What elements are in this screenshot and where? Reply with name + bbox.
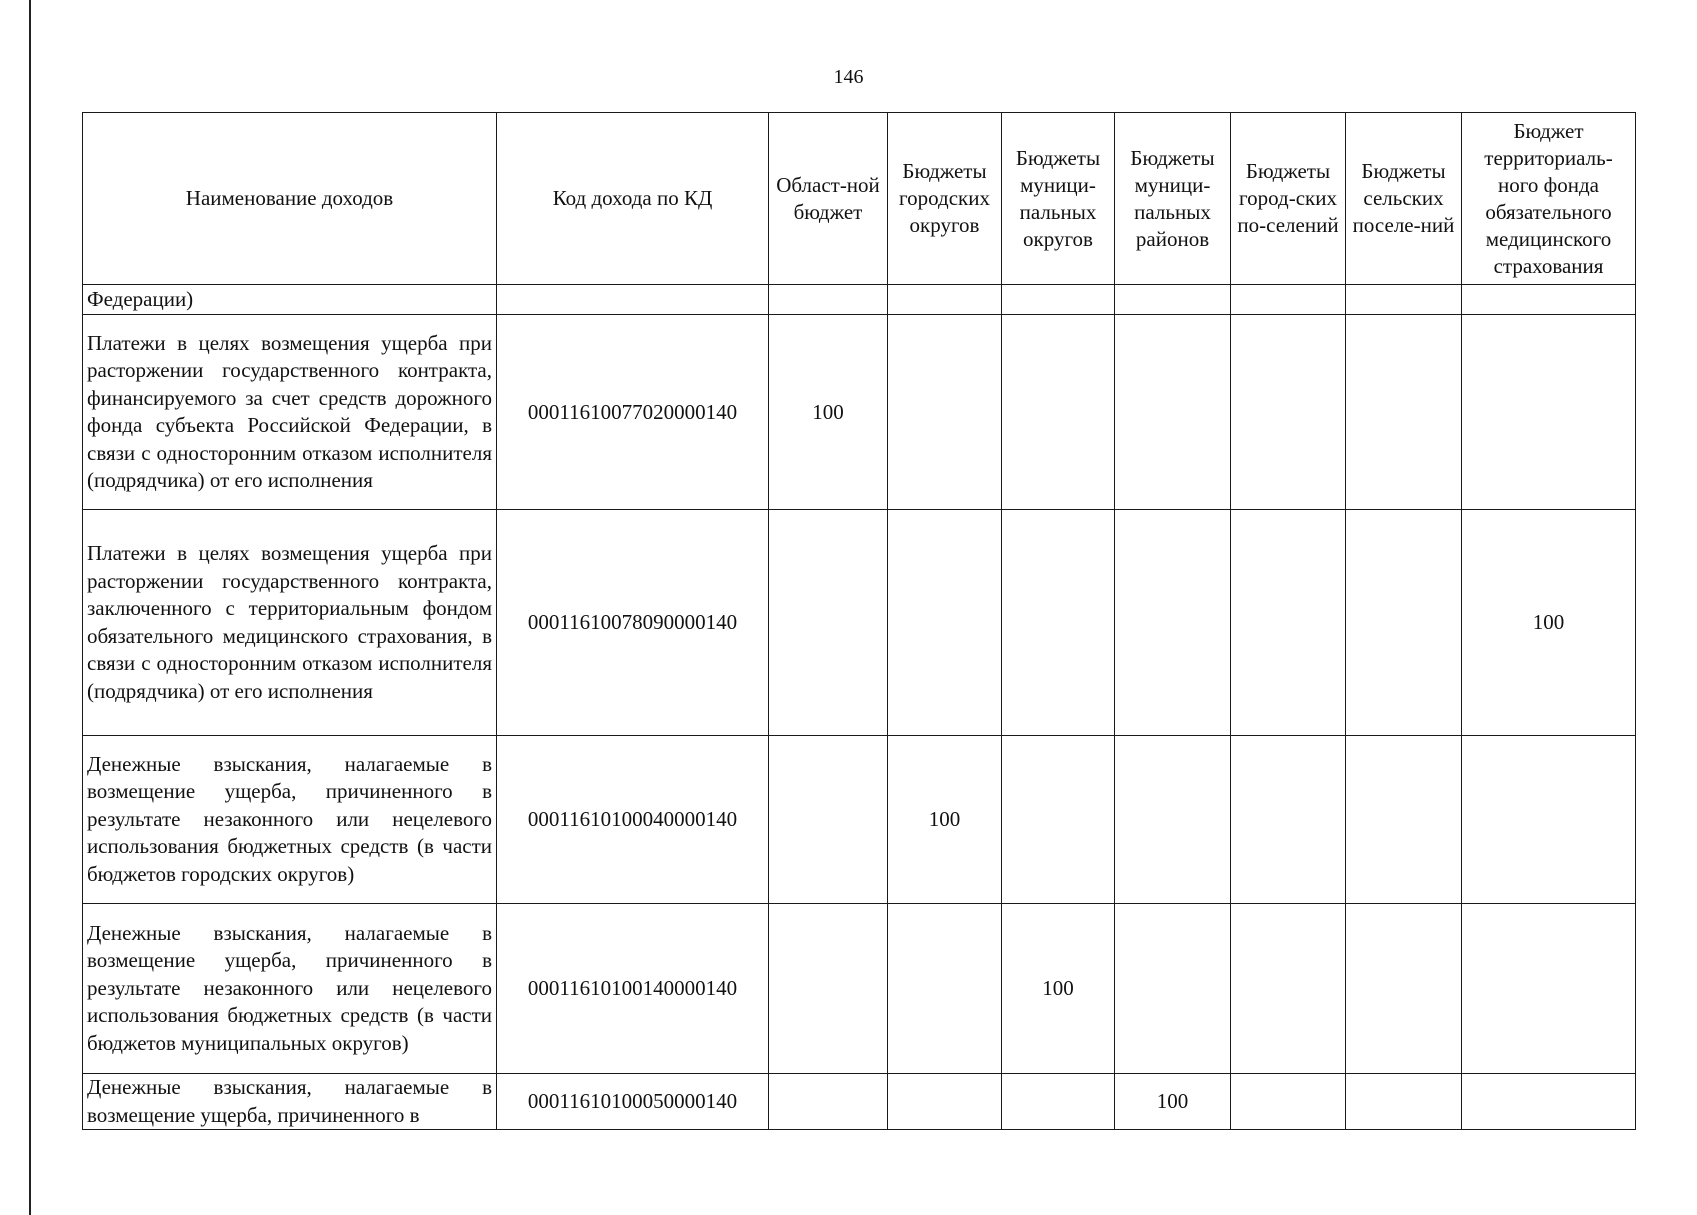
health-fund-cell	[1462, 315, 1636, 510]
municipal-district-cell	[1002, 315, 1115, 510]
revenue-code-cell	[497, 285, 769, 315]
revenue-code-cell: 00011610077020000140	[497, 315, 769, 510]
header-rural-settlement-budgets: Бюджеты сельских поселе-ний	[1346, 113, 1462, 285]
municipal-area-cell	[1115, 736, 1231, 904]
health-fund-cell	[1462, 904, 1636, 1074]
header-city-district-budgets: Бюджеты городских округов	[888, 113, 1002, 285]
health-fund-cell	[1462, 736, 1636, 904]
health-fund-cell	[1462, 285, 1636, 315]
revenue-name-cell: Денежные взыскания, налагаемые в возмещение ущерба, причиненного в результате незаконного или нецелевого использования бюджетных средств (в части бюджетов муниципальных округов)	[83, 904, 497, 1074]
urban-settlement-cell	[1231, 904, 1346, 1074]
header-revenue-code: Код дохода по КД	[497, 113, 769, 285]
table-row	[83, 315, 1636, 510]
municipal-area-cell	[1115, 904, 1231, 1074]
urban-settlement-cell	[1231, 1074, 1346, 1130]
header-health-insurance-fund-budget: Бюджет территориаль-ного фонда обязательного медицинского страхования	[1462, 113, 1636, 285]
municipal-district-cell: 100	[1002, 904, 1115, 1074]
rural-settlement-cell	[1346, 285, 1462, 315]
health-fund-cell	[1462, 1074, 1636, 1130]
urban-settlement-cell	[1231, 285, 1346, 315]
header-municipal-area-budgets: Бюджеты муници-пальных районов	[1115, 113, 1231, 285]
page-number: 146	[833, 66, 864, 88]
table-row	[83, 510, 1636, 736]
municipal-area-cell	[1115, 315, 1231, 510]
municipal-district-cell	[1002, 736, 1115, 904]
revenue-code-cell: 00011610078090000140	[497, 510, 769, 736]
rural-settlement-cell	[1346, 1074, 1462, 1130]
urban-settlement-cell	[1231, 510, 1346, 736]
table-header-row	[83, 113, 1636, 285]
city-district-cell	[888, 1074, 1002, 1130]
rural-settlement-cell	[1346, 904, 1462, 1074]
revenue-name-cell: Денежные взыскания, налагаемые в возмещение ущерба, причиненного в результате незаконного или нецелевого использования бюджетных средств (в части бюджетов городских округов)	[83, 736, 497, 904]
revenue-code-cell: 00011610100140000140	[497, 904, 769, 1074]
regional-budget-cell	[769, 510, 888, 736]
revenue-code-cell: 00011610100050000140	[497, 1074, 769, 1130]
rural-settlement-cell	[1346, 510, 1462, 736]
city-district-cell	[888, 315, 1002, 510]
urban-settlement-cell	[1231, 315, 1346, 510]
city-district-cell	[888, 904, 1002, 1074]
city-district-cell	[888, 510, 1002, 736]
revenue-name-cell: Федерации)	[83, 285, 497, 315]
municipal-area-cell: 100	[1115, 1074, 1231, 1130]
municipal-district-cell	[1002, 285, 1115, 315]
health-fund-cell: 100	[1462, 510, 1636, 736]
regional-budget-cell	[769, 904, 888, 1074]
regional-budget-cell	[769, 285, 888, 315]
urban-settlement-cell	[1231, 736, 1346, 904]
municipal-district-cell	[1002, 510, 1115, 736]
header-revenue-name: Наименование доходов	[83, 113, 497, 285]
regional-budget-cell: 100	[769, 315, 888, 510]
municipal-district-cell	[1002, 1074, 1115, 1130]
left-margin-rule	[29, 0, 31, 1215]
regional-budget-cell	[769, 1074, 888, 1130]
table-row	[83, 1074, 1636, 1130]
table-row	[83, 904, 1636, 1074]
municipal-area-cell	[1115, 285, 1231, 315]
table-row	[83, 285, 1636, 315]
city-district-cell	[888, 285, 1002, 315]
revenue-name-cell: Платежи в целях возмещения ущерба при расторжении государственного контракта, финансируемого за счет средств дорожного фонда субъекта Российской Федерации, в связи с односторонним отказом исполнителя (подрядчика) от его исполнения	[83, 315, 497, 510]
revenue-code-cell: 00011610100040000140	[497, 736, 769, 904]
revenue-distribution-table	[82, 112, 1636, 1130]
city-district-cell: 100	[888, 736, 1002, 904]
rural-settlement-cell	[1346, 315, 1462, 510]
rural-settlement-cell	[1346, 736, 1462, 904]
revenue-name-cell: Платежи в целях возмещения ущерба при расторжении государственного контракта, заключенного с территориальным фондом обязательного медицинского страхования, в связи с односторонним отказом исполнителя (подрядчика) от его исполнения	[83, 510, 497, 736]
revenue-name-cell: Денежные взыскания, налагаемые в возмещение ущерба, причиненного в	[83, 1074, 497, 1130]
municipal-area-cell	[1115, 510, 1231, 736]
header-municipal-district-budgets: Бюджеты муници-пальных округов	[1002, 113, 1115, 285]
regional-budget-cell	[769, 736, 888, 904]
table-row	[83, 736, 1636, 904]
header-urban-settlement-budgets: Бюджеты город-ских по-селений	[1231, 113, 1346, 285]
header-regional-budget: Област-ной бюджет	[769, 113, 888, 285]
